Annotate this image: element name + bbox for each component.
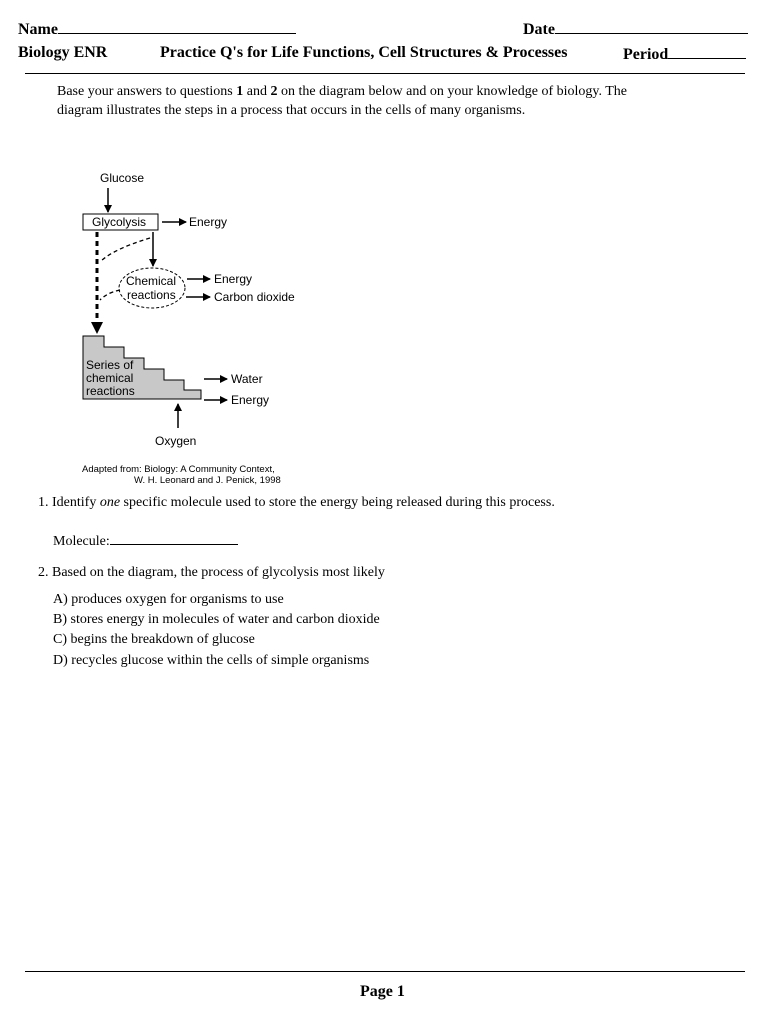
page-number: Page 1 xyxy=(360,983,405,1000)
glucose-label: Glucose xyxy=(100,171,145,185)
question-1: 1. Identify one specific molecule used to store the energy being released during this process. xyxy=(38,495,555,510)
dashed-curve-lower xyxy=(100,290,120,300)
period-label: Period xyxy=(623,46,669,63)
oxygen-label: Oxygen xyxy=(155,434,197,448)
q1-answer-field[interactable] xyxy=(53,530,238,551)
q1-number: 1. xyxy=(38,495,49,510)
energy-label-2: Energy xyxy=(214,272,253,286)
energy-label-1: Energy xyxy=(189,215,228,229)
intro-line-2: diagram illustrates the steps in a process that occurs in the cells of many organisms. xyxy=(57,103,526,118)
energy-label-3: Energy xyxy=(231,393,270,407)
molecule-label: Molecule: xyxy=(53,534,110,549)
intro-line-1: Base your answers to questions 1 and 2 on the diagram below and on your knowledge of biology. The xyxy=(57,84,628,99)
chemical-label-line1: Chemical xyxy=(126,274,177,288)
credit-line-2: W. H. Leonard and J. Penick, 1998 xyxy=(134,475,281,486)
dashed-path-arrowhead xyxy=(91,322,103,334)
date-label: Date xyxy=(523,21,555,38)
series-label-line1: Series of xyxy=(86,358,134,372)
footer-rule xyxy=(25,971,745,972)
credit-line-1: Adapted from: Biology: A Community Context, xyxy=(82,464,275,475)
carbon-dioxide-label: Carbon dioxide xyxy=(214,290,295,304)
worksheet-title: Practice Q's for Life Functions, Cell Structures & Processes xyxy=(160,44,568,61)
q2-number: 2. xyxy=(38,565,49,580)
q2-option-c[interactable]: C) begins the breakdown of glucose xyxy=(53,632,255,647)
course-name: Biology ENR xyxy=(18,44,108,61)
series-label-line3: reactions xyxy=(86,384,135,398)
water-label: Water xyxy=(231,372,263,386)
question-2 xyxy=(38,563,385,582)
name-label: Name xyxy=(18,21,58,38)
molecule-blank[interactable] xyxy=(110,530,238,545)
q2-option-a[interactable]: A) produces oxygen for organisms to use xyxy=(53,592,284,607)
respiration-diagram xyxy=(0,0,770,500)
chemical-label-line2: reactions xyxy=(127,288,176,302)
q2-option-d[interactable]: D) recycles glucose within the cells of simple organisms xyxy=(53,653,370,668)
dashed-curve-upper xyxy=(100,238,150,262)
glycolysis-label: Glycolysis xyxy=(92,215,147,229)
q2-stem: Based on the diagram, the process of glycolysis most likely xyxy=(52,565,385,580)
series-label-line2: chemical xyxy=(86,371,134,385)
q2-option-b[interactable]: B) stores energy in molecules of water and carbon dioxide xyxy=(53,612,380,627)
